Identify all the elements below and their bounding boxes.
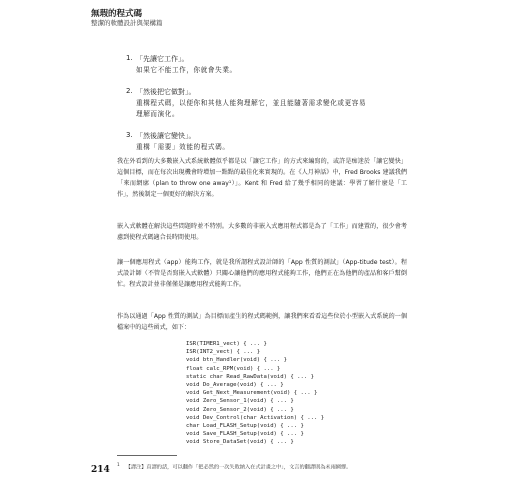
list-item-heading: 「先讓它工作」。	[136, 55, 189, 63]
code-line: void Get_Next_Measurement(void) { ... }	[186, 390, 318, 397]
paragraph: 作為以通過「App 性質的測試」為目標而產生的程式碼範例，讓我們來看看這些位於小型嵌入式系統的一個檔案中的這些函式，如下：	[117, 313, 407, 331]
code-line: void Save_FLASH_Setup(void) { ... }	[186, 431, 304, 438]
list-item-body: 如果它不能工作，你就會失業。	[136, 66, 237, 74]
code-line: ISR(TIMER1_vect) { ... }	[186, 341, 267, 347]
footnote-marker: 1	[117, 462, 120, 467]
list-item-number: 1.	[126, 54, 133, 62]
list-item	[126, 54, 426, 77]
list-item-heading: 「然後把它做對」。	[136, 87, 196, 96]
list-item-number: 2.	[126, 86, 133, 95]
code-line: void Store_DataSet(void) { ... }	[186, 439, 294, 446]
list-item-number: 3.	[126, 130, 133, 139]
list-item-body: 理解而演化。	[136, 110, 180, 118]
code-line: void Dev_Control(char Activation) { ... }	[186, 414, 325, 421]
code-line: char Load_FLASH_Setup(void) { ... }	[186, 423, 304, 430]
list-item-heading: 「然後讓它變快」。	[136, 131, 196, 140]
footnote	[117, 461, 417, 472]
list-item-body: 重構「需要」效能的程式碼。	[136, 142, 230, 151]
code-line: float calc_RPM(void) { ... }	[186, 365, 281, 372]
code-line: ISR(INT2_vect) { ... }	[186, 349, 261, 356]
paragraph: 讓一個應用程式（app）能夠工作，就是我所謂程式設計師的「App 性質的測試」（App-titude test）。程式設計師（不管是否寫嵌入式軟體）只關心讓他們的應用程式能夠工作，他們正在為他們的產品和客戶幫倒忙。程式設計並非僅僅是讓應用程式能夠工作。	[117, 259, 407, 288]
numbered-list	[126, 54, 426, 163]
footnote-divider	[117, 455, 177, 456]
code-line: void Do_Average(void) { ... }	[186, 382, 284, 389]
running-header	[91, 10, 163, 27]
paragraph: 我在外看到的大多數嵌入式系統軟體似乎都是以「讓它工作」的方式來編寫的，或許是痴迷於「讓它變快」這個目標，而在每次出現機會時增加一點點的最佳化來實現的。在《人月神話》中，Fred Brooks 建議我們「來而網廓（plan to throw one away¹）」。Kent 和 Fred 給了幾乎相同的建議：學習了解什麼是「工作」，然後制定一個更好的解決方案。	[117, 158, 407, 198]
code-line: static char Read_RawData(void) { ... }	[186, 373, 314, 380]
code-line: void btn_Handler(void) { ... }	[186, 357, 288, 364]
code-line: void Zero_Sensor_1(void) { ... }	[186, 398, 294, 405]
list-item-body: 重構程式碼，以便你和其他人能夠理解它，並且能隨著需求變化或更容易	[136, 98, 367, 107]
book-subtitle: 整潔的軟體設計與架構篇	[91, 18, 163, 27]
paragraph: 嵌入式軟體在解決這些問題時並不特別。大多數的非嵌入式應用程式都是為了「工作」而建置的，很少會考慮到使程式碼適合長時間使用。	[117, 223, 407, 241]
page-number: 214	[91, 465, 110, 475]
book-title: 無瑕的程式碼	[91, 9, 143, 19]
code-block	[186, 340, 324, 447]
footnote-text: 【譯注】直譯的話，可以翻作「把必然的一次失敗納入在式計畫之中」，文言的翻譯則為未雨綢繆。	[125, 464, 352, 471]
list-item	[126, 87, 426, 121]
list-item	[126, 131, 426, 154]
code-line: void Zero_Sensor_2(void) { ... }	[186, 406, 294, 413]
